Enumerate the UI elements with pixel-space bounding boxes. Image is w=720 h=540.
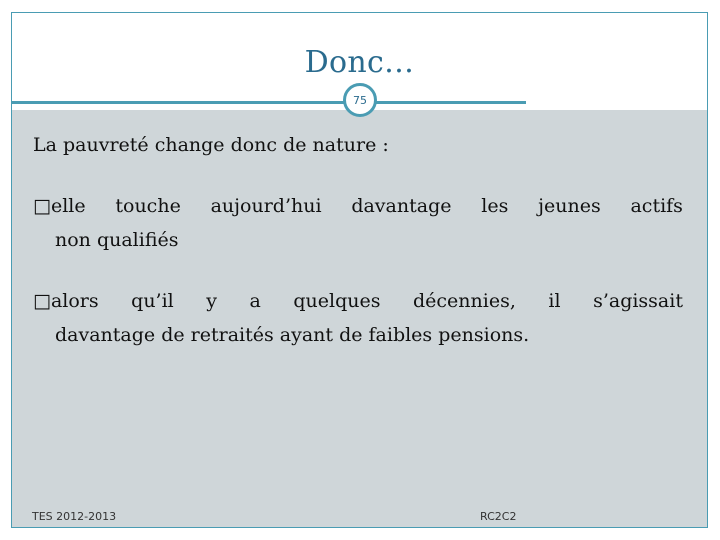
bullet-word: jeunes	[538, 195, 601, 217]
bullet-line-1	[33, 189, 683, 223]
intro-text: La pauvreté change donc de nature :	[33, 134, 389, 156]
footer-right-text: RC2C2	[480, 510, 517, 523]
bullet-word: décennies,	[413, 290, 516, 312]
bullet-word: touche	[115, 195, 181, 217]
bullet-line-2: non qualifiés	[55, 229, 179, 251]
slide-title: Donc…	[304, 45, 415, 80]
checkbox-bullet-icon: □	[33, 290, 51, 312]
bullet-word: actifs	[630, 195, 683, 217]
bullet-word: s’agissait	[593, 290, 683, 312]
bullet-word: a	[249, 290, 261, 312]
bullet-word: alors	[50, 290, 99, 312]
bullet-word: il	[548, 290, 561, 312]
bullet-word: quelques	[293, 290, 381, 312]
bullet-word: y	[206, 290, 217, 312]
bullet-line-2: davantage de retraités ayant de faibles pensions.	[55, 324, 530, 346]
bullet-line-1	[33, 284, 683, 318]
footer-left-text: TES 2012-2013	[32, 510, 117, 523]
slide-number-badge: 75	[343, 83, 377, 117]
bullet-word: qu’il	[131, 290, 174, 312]
checkbox-bullet-icon: □	[33, 195, 51, 217]
bullet-item	[33, 189, 683, 257]
bullet-word: aujourd’hui	[210, 195, 322, 217]
bullet-word: elle	[50, 195, 86, 217]
bullet-word: davantage	[351, 195, 452, 217]
bullet-item	[33, 284, 683, 352]
bullet-word: les	[481, 195, 509, 217]
